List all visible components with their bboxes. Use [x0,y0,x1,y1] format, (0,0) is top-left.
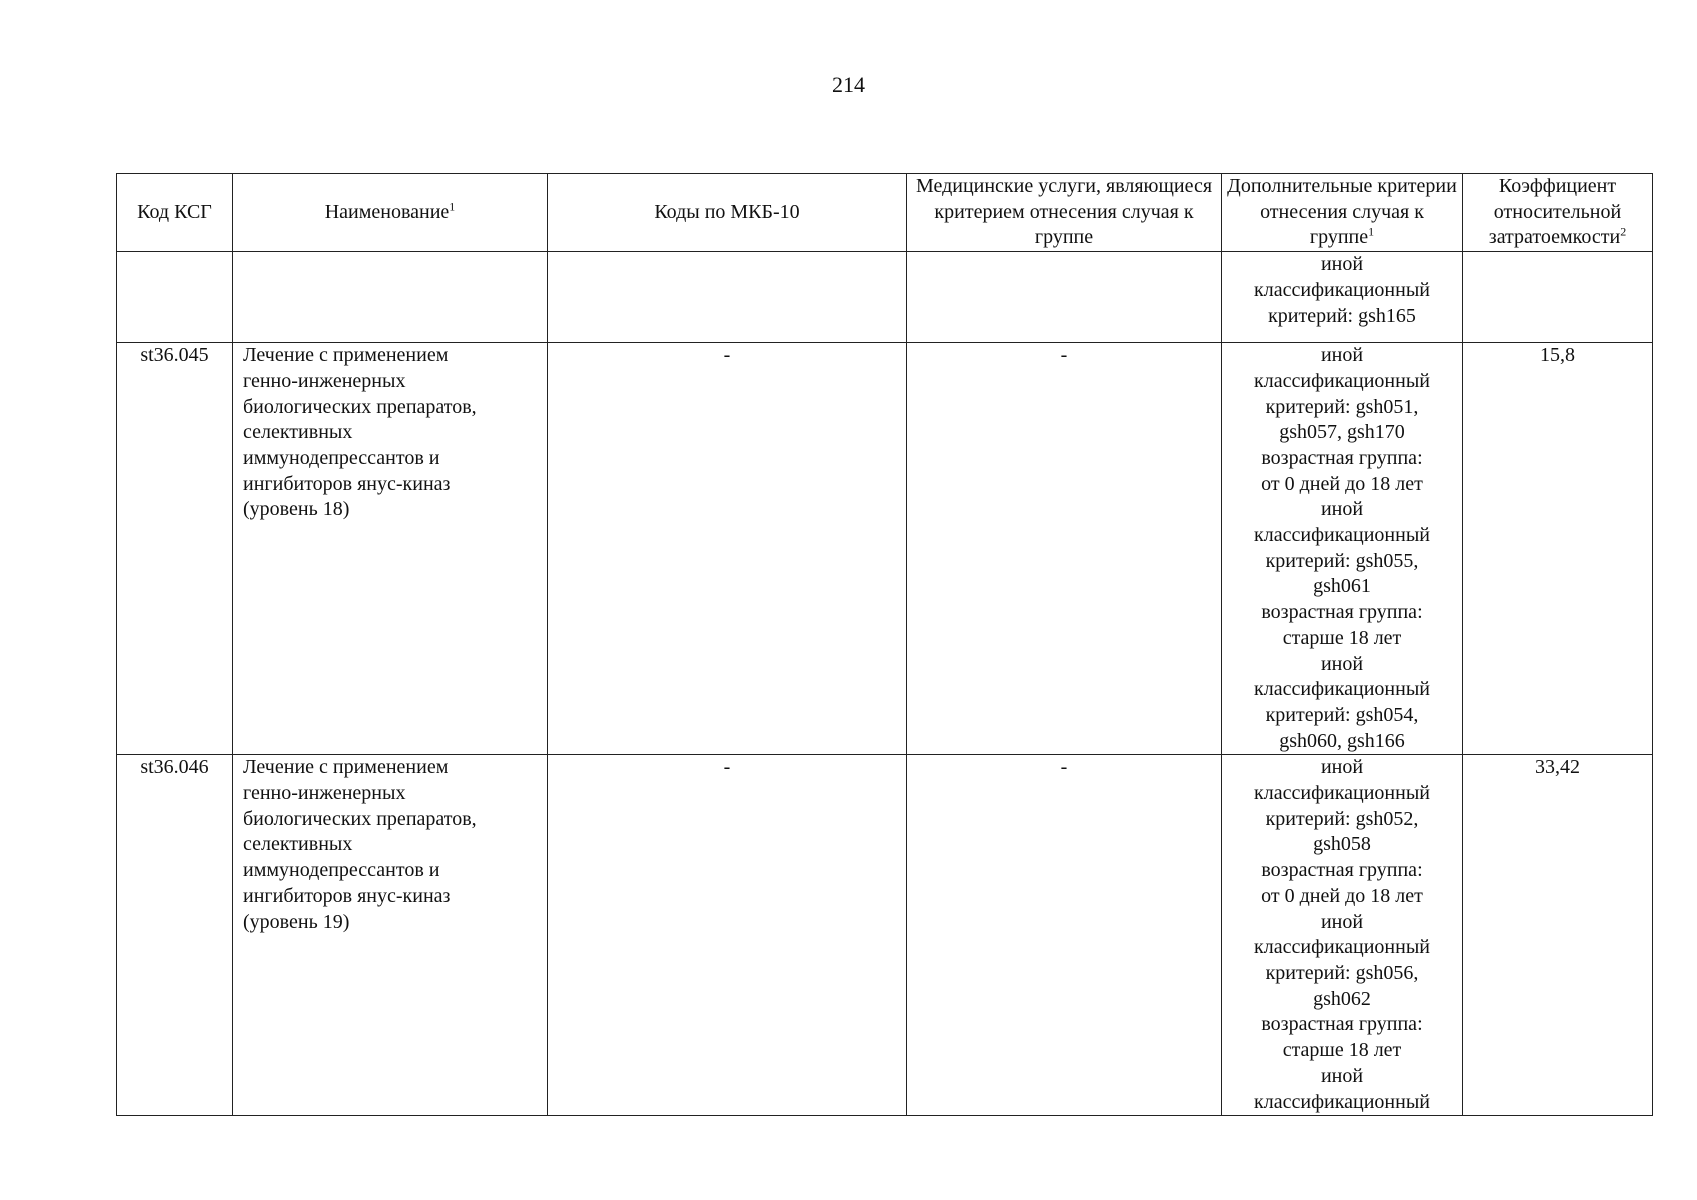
cell-criteria: иной классификационный критерий: gsh165 [1222,252,1463,343]
cell-criteria: иной классификационный критерий: gsh052, gsh058 возрастная группа: от 0 дней до 18 лет иной классификационный критерий: gsh056, gsh062 возрастная группа: старше 18 лет иной классификационный [1222,755,1463,1116]
cell-code [117,252,233,343]
table-row [117,343,1653,755]
header-additional-criteria: Дополнительные критерии отнесения случая к группе$^1$ [1222,174,1463,252]
cell-icd [548,252,907,343]
header-icd-codes: Коды по МКБ-10 [548,174,907,252]
cell-services: - [907,343,1222,755]
cell-coef: 15,8 [1463,343,1653,755]
footnote-mark: 1 [449,199,456,214]
cell-coef [1463,252,1653,343]
table-header-row [117,174,1653,252]
cell-coef: 33,42 [1463,755,1653,1116]
cell-services [907,252,1222,343]
cell-name: Лечение с применением генно-инженерных биологических препаратов, селективных иммунодепрессантов и ингибиторов янус-киназ (уровень 18) [233,343,548,755]
footnote-mark: 1 [1368,224,1375,239]
cell-name [233,252,548,343]
cell-icd: - [548,343,907,755]
header-ksg-code: Код КСГ [117,174,233,252]
table-row-continuation [117,252,1653,343]
header-medical-services: Медицинские услуги, являющиеся критерием отнесения случая к группе [907,174,1222,252]
header-name: Наименование$^1$ [233,174,548,252]
ksg-table [116,173,1653,1116]
cell-criteria: иной классификационный критерий: gsh051, gsh057, gsh170 возрастная группа: от 0 дней до 18 лет иной классификационный критерий: gsh055, gsh061 возрастная группа: старше 18 лет иной классификационный критерий: gsh054, gsh060, gsh166 [1222,343,1463,755]
header-cost-coefficient: Коэффициент относительной затратоемкости$^2$ [1463,174,1653,252]
footnote-mark: 2 [1620,224,1627,239]
cell-code: st36.046 [117,755,233,1116]
cell-code: st36.045 [117,343,233,755]
cell-services: - [907,755,1222,1116]
cell-name: Лечение с применением генно-инженерных биологических препаратов, селективных иммунодепрессантов и ингибиторов янус-киназ (уровень 19) [233,755,548,1116]
table-row [117,755,1653,1116]
cell-icd: - [548,755,907,1116]
page-number: 214 [832,72,865,97]
